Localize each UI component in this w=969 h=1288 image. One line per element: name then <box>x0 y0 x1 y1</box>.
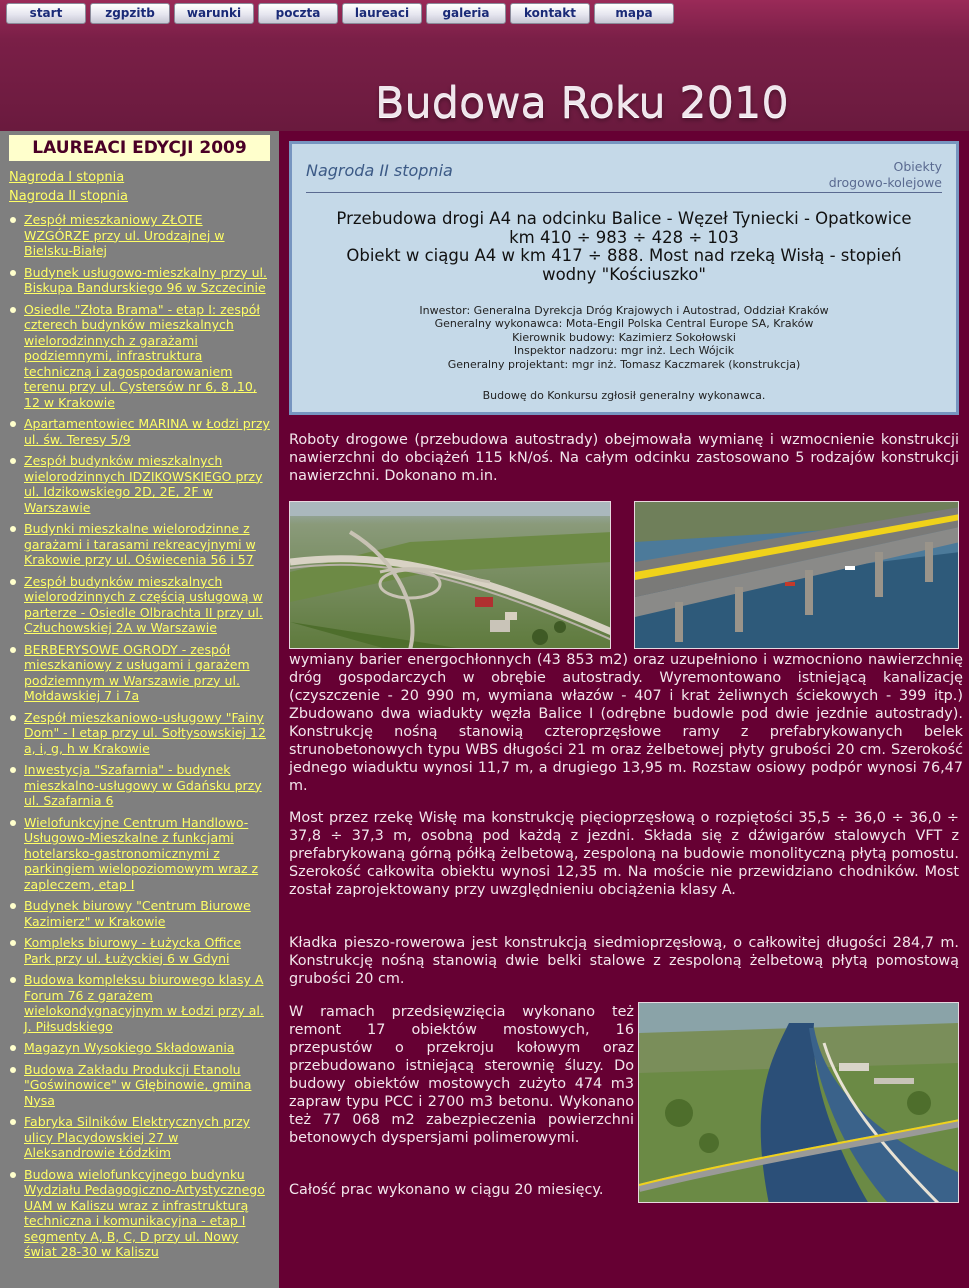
site-manager: Kierownik budowy: Kazimierz Sokołowski <box>512 330 736 344</box>
laureate-link[interactable]: Osiedle "Złota Brama" - etap I: zespół czterech budynków mieszkalnych wielorodzinnych z garażami podziemnymi, infrastruktura techniczną i zagospodarowaniem terenu przy ul. Cystersów nr 6, 8 ,10, 12 w Krakowie <box>24 301 260 410</box>
list-item <box>9 710 270 757</box>
list-item <box>9 1062 270 1109</box>
laureate-link[interactable]: Inwestycja "Szafarnia" - budynek mieszkalno-usługowy w Gdańsku przy ul. Szafarnia 6 <box>24 762 262 808</box>
list-item <box>9 935 270 966</box>
laureate-link[interactable]: Zespół budynków mieszkalnych wielorodzinnych IDZIKOWSKIEGO przy ul. Idzikowskiego 2D, 2E, 2F w Warszawie <box>24 453 263 515</box>
submission-note: Budowę do Konkursu zgłosił generalny wykonawca. <box>482 389 766 402</box>
list-item <box>9 762 270 809</box>
list-item <box>9 416 270 447</box>
laureate-link[interactable]: Zespół budynków mieszkalnych wielorodzinnych z częścią usługową w parterze - Osiedle Olbrachta II przy ul. Człuchowskiej 2A w Warszawie <box>24 573 263 635</box>
laureate-link[interactable]: Budowa wielofunkcyjnego budynku Wydziału Pedagogiczno-Artystycznego UAM w Kaliszu wraz z infrastrukturą techniczna i komunikacyjna - etap I segmenty A, B, C, D przy ul. Nowy świat 28-30 w Kaliszu <box>24 1166 265 1259</box>
divider <box>306 192 942 193</box>
nav-kontakt[interactable]: kontakt <box>510 3 590 24</box>
list-item <box>9 574 270 636</box>
list-item <box>9 972 270 1034</box>
category-line-1: Obiekty <box>893 159 942 174</box>
sidebar <box>0 131 279 1288</box>
paragraph-barriers: wymiany barier energochłonnych (43 853 m2) oraz uzupełniono i wzmocniono nawierzchnię dróg gospodarczych w obrębie autostrady. Wyremontowano istniejącą kanalizację (czyszczenie - 20 990 m, wymiana włazów - 407 i krat żeliwnych ściekowych - 399 itp.) Zbudowano dwa wiadukty węzła Balice I (odrębne budowle pod dwie jezdnie autostrady). Konstrukcję nośną stanowią czteroprzęsłowe ramy z prefabrykowanych belek strunobetonowych typu WBS długości 21 m oraz żelbetowej płyty grubości 20 cm. Szerokość jednego wiaduktu wynosi 11,7 m, a drugiego 13,95 m. Rozstaw osiowy podpór wynosi 76,47 m. <box>289 652 963 794</box>
list-item <box>9 898 270 929</box>
bridge-over-river-photo <box>634 501 959 649</box>
list-item <box>9 642 270 704</box>
general-designer: Generalny projektant: mgr inż. Tomasz Kaczmarek (konstrukcja) <box>447 357 801 371</box>
nav-zgpzitb[interactable]: zgpzitb <box>90 3 170 24</box>
investor: Inwestor: Generalna Dyrekcja Dróg Krajowych i Autostrad, Oddział Kraków <box>419 304 829 317</box>
list-item <box>9 265 270 296</box>
laureate-link[interactable]: Budynki mieszkalne wielorodzinne z garażami i tarasami rekreacyjnymi w Krakowie przy ul. Oświecenia 56 i 57 <box>24 521 256 567</box>
title-line: Obiekt w ciągu A4 w km 417 ÷ 888. Most nad rzeką Wisłą - stopień <box>346 246 902 265</box>
sidebar-title: LAUREACI EDYCJI 2009 <box>9 135 270 161</box>
link-nagroda-1[interactable]: Nagroda I stopnia <box>9 170 125 185</box>
project-title <box>306 210 942 284</box>
title-line: km 410 ÷ 983 ÷ 428 ÷ 103 <box>509 227 739 247</box>
general-contractor: Generalny wykonawca: Mota-Engil Polska Central Europe SA, Kraków <box>434 317 814 331</box>
header <box>0 0 969 131</box>
laureate-link[interactable]: Magazyn Wysokiego Składowania <box>24 1040 235 1055</box>
laureate-link[interactable]: BERBERYSOWE OGRODY - zespół mieszkaniowy z usługami i garażem podziemnym w Warszawie przy ul. Mołdawskiej 7 i 7a <box>24 641 250 703</box>
list-item <box>9 815 270 893</box>
nav-mapa[interactable]: mapa <box>594 3 674 24</box>
laureate-link[interactable]: Budowa kompleksu biurowego klasy A Forum 76 z garażem wielokondygnacyjnym w Łodzi przy al. J. Piłsudskiego <box>24 972 264 1034</box>
main-content <box>289 141 963 1198</box>
list-item <box>9 1167 270 1260</box>
laureate-link[interactable]: Budynek biurowy "Centrum Biurowe Kazimierz" w Krakowie <box>24 898 251 929</box>
list-item <box>9 302 270 411</box>
title-line: wodny "Kościuszko" <box>542 264 706 284</box>
paragraph-bridge: Most przez rzekę Wisłę ma konstrukcję pięcioprzęsłową o rozpiętości 35,5 ÷ 36,0 ÷ 36,0 ÷ 37,8 ÷ 37,3 m, osobną pod każdą z jezdni. Składa się z dźwigarów stalowych VFT z prefabrykowaną górną półką żelbetową, zespoloną na budowie monolityczną płytą pomostu. Szerokość całkowita obiektu wynosi 12,35 m. Na moście nie przewidziano chodników. Most został zaprojektowany przy uwzględnieniu obciążenia klasy A. <box>289 810 959 898</box>
nav-laureaci[interactable]: laureaci <box>342 3 422 24</box>
laureates-list <box>9 212 270 1260</box>
top-nav <box>6 3 674 24</box>
list-item <box>9 1040 270 1056</box>
inspector: Inspektor nadzoru: mgr inż. Lech Wójcik <box>513 344 735 358</box>
award-level: Nagroda II stopnia <box>306 161 453 180</box>
list-item <box>9 521 270 568</box>
laureate-link[interactable]: Kompleks biurowy - Łużycka Office Park przy ul. Łużyckiej 6 w Gdyni <box>24 935 242 966</box>
paragraph-roads: Roboty drogowe (przebudowa autostrady) obejmowała wymianę i wzmocnienie konstrukcji nawierzchni do obciążeń 115 kN/oś. Na całym odcinku zastosowano 5 rodzajów konstrukcji nawierzchni. Dokonano m.in. <box>289 432 959 484</box>
category <box>829 159 942 191</box>
river-lock-aerial-photo <box>638 1002 959 1203</box>
paragraph-duration: Całość prac wykonano w ciągu 20 miesięcy. <box>289 1182 604 1198</box>
aerial-interchange-photo <box>289 501 611 649</box>
project-info-box <box>289 141 959 415</box>
laureate-link[interactable]: Zespół mieszkaniowo-usługowy "Fainy Dom" - I etap przy ul. Sołtysowskiej 12 a, i, g, h w Krakowie <box>24 709 266 756</box>
nav-start[interactable]: start <box>6 3 86 24</box>
laureate-link[interactable]: Apartamentowiec MARINA w Łodzi przy ul. św. Teresy 5/9 <box>24 416 270 447</box>
laureate-link[interactable]: Zespół mieszkaniowy ZŁOTE WZGÓRZE przy ul. Urodzajnej w Bielsku-Białej <box>24 212 225 258</box>
list-item <box>9 453 270 515</box>
list-item <box>9 1114 270 1161</box>
paragraph-footbridge: Kładka pieszo-rowerowa jest konstrukcją siedmioprzęsłową, o całkowitej długości 284,7 m. Konstrukcję nośną stanowią dwie belki stalowe z zespoloną żelbetową płytą pomostową grubości 20 cm. <box>289 935 959 987</box>
laureate-link[interactable]: Budowa Zakładu Produkcji Etanolu "Goświnowice" w Głębinowie, gmina Nysa <box>24 1061 252 1108</box>
laureate-link[interactable]: Fabryka Silników Elektrycznych przy ulicy Placydowskiej 27 w Aleksandrowie Łódzkim <box>24 1114 251 1160</box>
laureate-link[interactable]: Budynek usługowo-mieszkalny przy ul. Biskupa Bandurskiego 96 w Szczecinie <box>24 264 267 295</box>
site-title: Budowa Roku 2010 <box>375 78 789 128</box>
list-item <box>9 212 270 259</box>
title-line: Przebudowa drogi A4 na odcinku Balice - Węzeł Tyniecki - Opatkowice <box>336 209 912 228</box>
laureate-link[interactable]: Wielofunkcyjne Centrum Handlowo-Usługowo-Mieszkalne z funkcjami hotelarsko-gastronomicznymi z parkingiem wielopoziomowym wraz z zapleczem, etap I <box>24 814 259 892</box>
nav-warunki[interactable]: warunki <box>174 3 254 24</box>
nav-poczta[interactable]: poczta <box>258 3 338 24</box>
link-nagroda-2[interactable]: Nagroda II stopnia <box>9 189 128 204</box>
nav-galeria[interactable]: galeria <box>426 3 506 24</box>
paragraph-repairs: W ramach przedsięwzięcia wykonano też remont 17 obiektów mostowych, 16 przepustów o przekroju kołowym oraz przebudowano istniejącą sterownię śluzy. Do budowy obiektów mostowych zużyto 474 m3 zapraw typu PCC i 2700 m3 betonu. Wykonano też 77 068 m2 zabezpieczenia powierzchni betonowych dyspersjami polimerowymi. <box>289 1004 634 1146</box>
category-line-2: drogowo-kolejowe <box>828 175 942 190</box>
project-people <box>306 304 942 371</box>
